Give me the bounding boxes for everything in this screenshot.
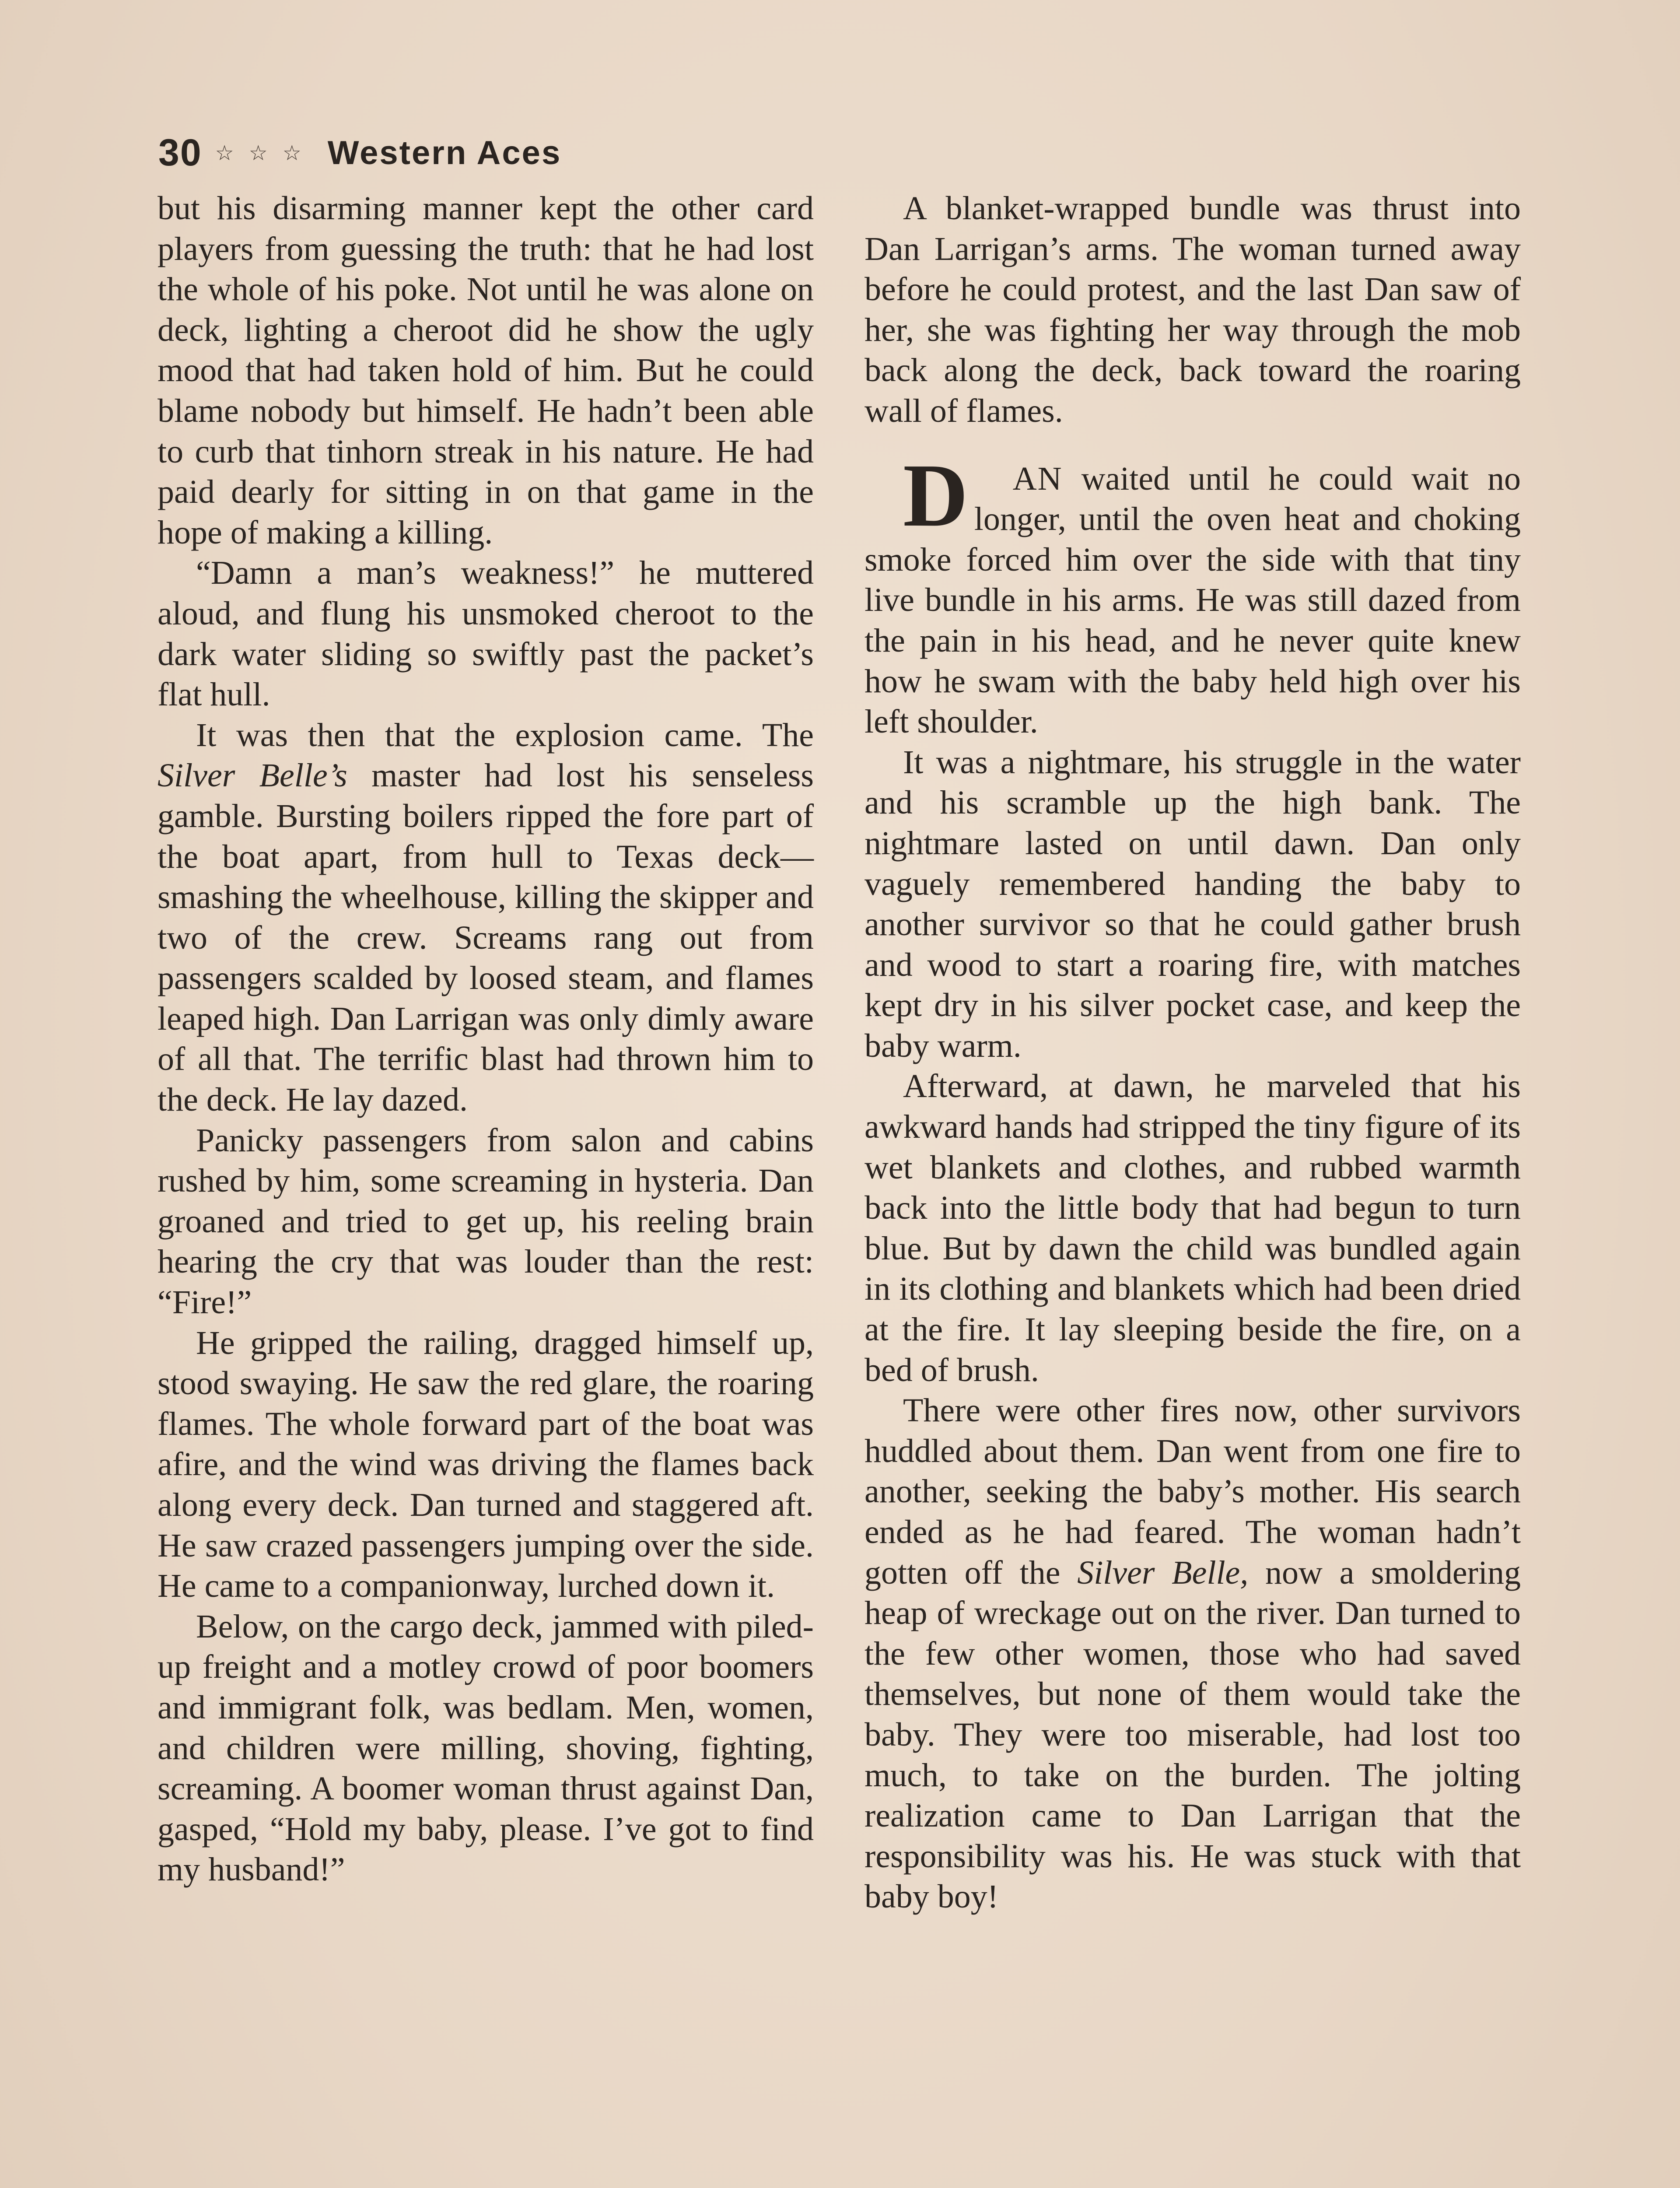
- paragraph: It was a nightmare, his struggle in the water and his scramble up the high bank. The nightmare lasted on until dawn. Dan only vaguely remembered handing the baby to another survivor so that he could gather brush and wood to start a roaring fire, with matches kept dry in his silver pocket case, and keep the baby warm.: [864, 743, 1521, 1064]
- paragraph: A blanket-wrapped bundle was thrust into Dan Larrigan’s arms. The woman turned away before he could protest, and the last Dan saw of her, she was fighting her way through the mob back along the deck, back toward the roaring wall of flames.: [864, 190, 1521, 429]
- paragraph-text: It was then that the explosion came. The: [196, 716, 814, 754]
- drop-cap: D: [903, 445, 968, 545]
- page-number: 30: [158, 132, 202, 174]
- ship-name: Silver Belle’s: [158, 757, 347, 794]
- paragraph: He gripped the railing, dragged himself up, stood swaying. He saw the red glare, the roaring flames. The whole forward part of the boat was afire, and the wind was driving the flames back along every deck. Dan turned and staggered aft. He saw crazed passengers jumping over the side. He came to a companionway, lurched down it.: [158, 1324, 814, 1605]
- paragraph: [864, 445, 1521, 742]
- magazine-title: Western Aces: [327, 134, 562, 172]
- paragraph-text: now a smoldering heap of wreckage out on the river. Dan turned to the few other women, those who had saved themselves, but none of them would take the baby. They were too miserable, had lost too much, to take on the burden. The jolting realization came to Dan Larrigan that the responsibility was his. He was stuck with that baby boy!: [864, 1554, 1521, 1915]
- star-icon: ☆: [282, 141, 301, 165]
- paragraph: Below, on the cargo deck, jammed with piled-up freight and a motley crowd of poor boomers and immigrant folk, was bedlam. Men, women, and children were milling, shoving, fighting, screaming. A boomer woman thrust against Dan, gasped, “Hold my baby, please. I’ve got to find my husband!”: [158, 1608, 814, 1888]
- star-icon: ☆: [215, 141, 234, 165]
- paragraph: [864, 1390, 1521, 1917]
- paragraph: Afterward, at dawn, he marveled that his awkward hands had stripped the tiny figure of its wet blankets and clothes, and rubbed warmth back into the little body that had begun to turn blue. But by dawn the child was bundled again in its clothing and blankets which had been dried at the fire. It lay sleeping beside the fire, on a bed of brush.: [864, 1068, 1521, 1389]
- header-stars: [215, 141, 301, 165]
- paragraph-text: There were other fires now, other survivors huddled about them. Dan went from one fire to another, seeking the baby’s mother. His search ended as he had feared. The woman hadn’t gotten off the: [864, 1392, 1521, 1591]
- paragraph-text: waited until he could wait no longer, until the oven heat and choking smoke forced him over the side with that tiny live bundle in his arms. He was still dazed from the pain in his head, and he never quite knew how he swam with the baby held high over his left shoulder.: [864, 460, 1521, 740]
- paragraph-text: master had lost his senseless gamble. Bursting boilers ripped the fore part of the boat apart, from hull to Texas deck—smashing the wheelhouse, killing the skipper and two of the crew. Screams rang out from passengers scalded by loosed steam, and flames leaped high. Dan Larrigan was only dimly aware of all that. The terrific blast had thrown him to the deck. He lay dazed.: [158, 757, 814, 1119]
- paragraph: “Damn a man’s weakness!” he muttered aloud, and flung his unsmoked cheroot to the dark water sliding so swiftly past the packet’s flat hull.: [158, 554, 814, 713]
- right-column: [864, 188, 1521, 1917]
- left-column: [158, 188, 814, 1890]
- small-caps-text: AN: [1012, 460, 1063, 497]
- paragraph: [158, 715, 814, 1120]
- paragraph: Panicky passengers from salon and cabins rushed by him, some screaming in hysteria. Dan groaned and tried to get up, his reeling brain hearing the cry that was louder than the rest: “Fire!”: [158, 1122, 814, 1321]
- page-header: [158, 131, 561, 175]
- star-icon: ☆: [248, 141, 268, 165]
- ship-name: Silver Belle,: [1077, 1554, 1249, 1591]
- paragraph: but his disarming manner kept the other card players from guessing the truth: that he had lost the whole of his poke. Not until he was alone on deck, lighting a cheroot did he show the ugly mood that had taken hold of him. But he could blame nobody but himself. He hadn’t been able to curb that tinhorn streak in his nature. He had paid dearly for sitting in on that game in the hope of making a killing.: [158, 190, 814, 551]
